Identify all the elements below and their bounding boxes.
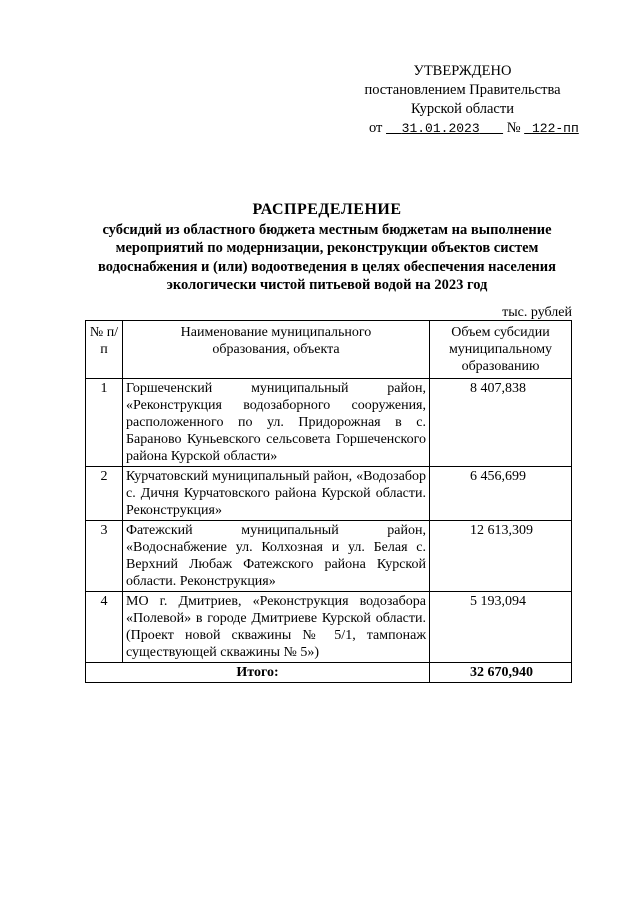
row-num: 3 xyxy=(86,521,123,592)
header-name: Наименование муниципального образования, объекта xyxy=(123,321,430,379)
approved-by-line1: постановлением Правительства xyxy=(364,82,561,98)
total-row xyxy=(86,663,572,683)
table-header-row xyxy=(86,321,572,379)
table-row xyxy=(86,467,572,521)
row-num: 1 xyxy=(86,379,123,467)
number-label: № xyxy=(506,120,521,136)
row-sum: 6 456,699 xyxy=(430,467,572,521)
header-sum: Объем субсидии муниципальному образованию xyxy=(430,321,572,379)
table-row xyxy=(86,592,572,663)
row-num: 4 xyxy=(86,592,123,663)
row-sum: 5 193,094 xyxy=(430,592,572,663)
from-label: от xyxy=(369,120,383,136)
table-row xyxy=(86,521,572,592)
total-value: 32 670,940 xyxy=(430,663,572,683)
title-line-4: экологически чистой питьевой водой на 2023 год xyxy=(166,277,488,293)
row-sum: 12 613,309 xyxy=(430,521,572,592)
row-sum: 8 407,838 xyxy=(430,379,572,467)
units-label: тыс. рублей xyxy=(502,305,572,320)
title-line-1: субсидий из областного бюджета местным бюджетам на выполнение xyxy=(102,221,552,238)
row-name: Курчатовский муниципальный район, «Водозабор с. Дичня Курчатовского района Курской области. Реконструкция» xyxy=(123,467,430,521)
row-name: Горшеченский муниципальный район, «Реконструкция водозаборного сооружения, расположенного по ул. Придорожная в с. Бараново Куньевского сельсовета Горшеченского района Курской области» xyxy=(123,379,430,467)
row-name: Фатежский муниципальный район, «Водоснабжение ул. Колхозная и ул. Белая с. Верхний Любаж Фатежского района Курской области. Реконструкция» xyxy=(123,521,430,592)
title-line-2: мероприятий по модернизации, реконструкции объектов систем xyxy=(115,240,539,256)
row-name: МО г. Дмитриев, «Реконструкция водозабора «Полевой» в городе Дмитриеве Курской области. (Проект новой скважины № 5/1, тампонаж существующей скважины № 5») xyxy=(123,592,430,663)
approval-block xyxy=(355,62,579,138)
approved-by-line2: Курской области xyxy=(411,101,514,117)
document-title xyxy=(80,201,574,295)
approval-date: 31.01.2023 xyxy=(401,121,480,136)
title-line-3: водоснабжения и (или) водоотведения в целях обеспечения населения xyxy=(98,258,556,275)
table-row xyxy=(86,379,572,467)
approved-label: УТВЕРЖДЕНО xyxy=(413,63,512,79)
approval-number: 122-пп xyxy=(531,121,579,136)
subsidy-table xyxy=(85,320,572,683)
header-num: № п/п xyxy=(86,321,123,379)
total-label: Итого: xyxy=(86,663,430,683)
row-num: 2 xyxy=(86,467,123,521)
title-main: РАСПРЕДЕЛЕНИЕ xyxy=(252,201,402,218)
approval-date-line xyxy=(355,119,579,138)
